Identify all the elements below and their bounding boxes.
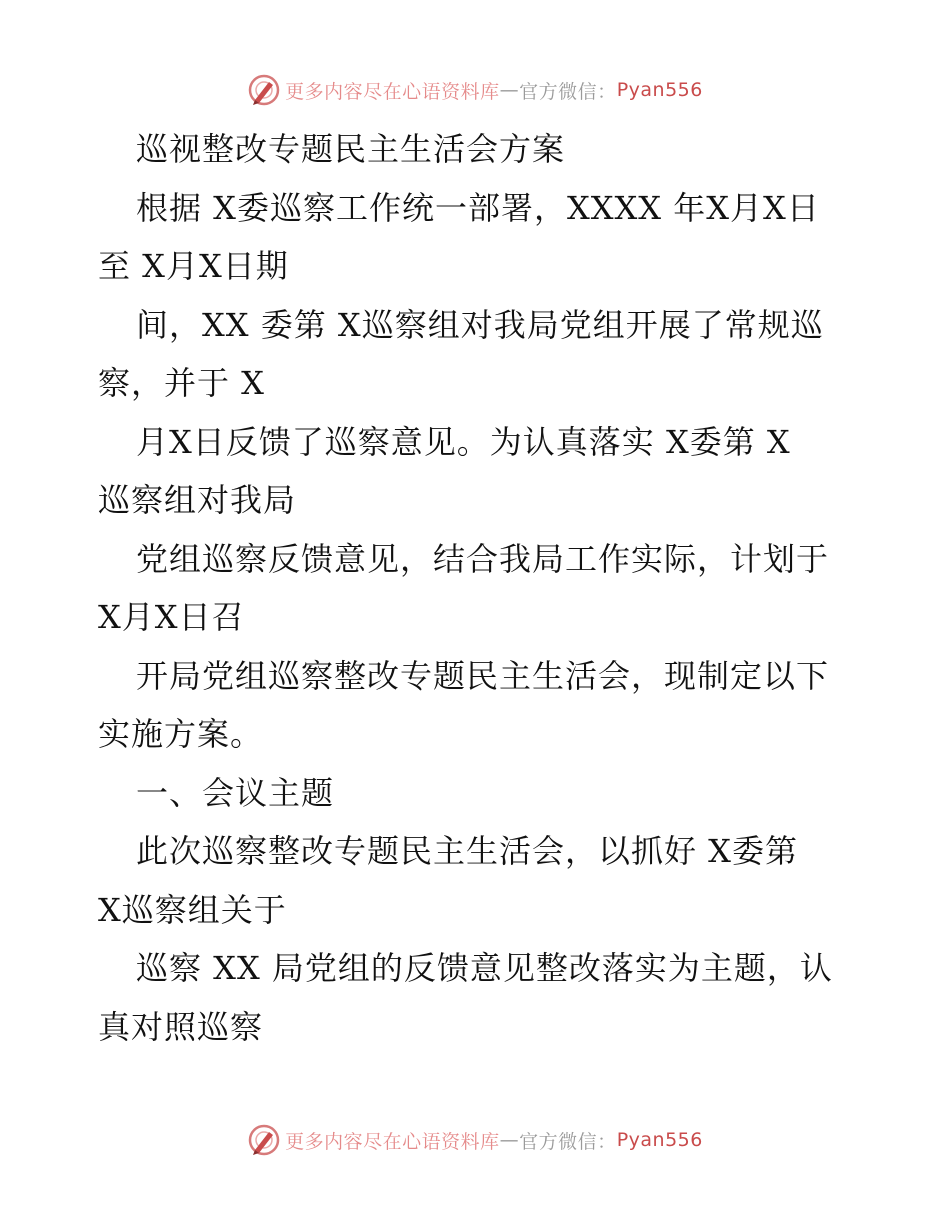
banner-main-text: 更多内容尽在心语资料库 xyxy=(285,1130,500,1153)
banner-main-text: 更多内容尽在心语资料库 xyxy=(285,80,500,103)
header-watermark xyxy=(0,70,950,110)
banner-separator: — xyxy=(499,79,520,101)
banner-handle: Pyan556 xyxy=(616,79,703,101)
banner-official-label: 官方微信： xyxy=(519,80,617,103)
body-line: 至 X月X日期 xyxy=(98,247,289,285)
body-line: 此次巡察整改专题民主生活会，以抓好 X委第 xyxy=(136,832,798,870)
body-line: 月X日反馈了巡察意见。为认真落实 X委第 X xyxy=(136,422,791,461)
pen-logo-icon xyxy=(247,73,281,107)
body-line: 察，并于 X xyxy=(98,364,265,402)
body-line: 巡察 XX 局党组的反馈意见整改落实为主题，认 xyxy=(136,949,833,987)
banner-official-label: 官方微信： xyxy=(519,1130,617,1153)
document-body xyxy=(98,120,858,1056)
body-line: 真对照巡察 xyxy=(98,1007,264,1046)
body-line: X巡察组关于 xyxy=(98,890,287,929)
body-line: X月X日召 xyxy=(98,598,245,636)
banner-handle: Pyan556 xyxy=(616,1129,703,1151)
body-line: 间，XX 委第 X巡察组对我局党组开展了常规巡 xyxy=(136,305,824,344)
section-heading: 一、会议主题 xyxy=(136,773,335,812)
body-line: 巡察组对我局 xyxy=(98,481,297,519)
body-line: 开局党组巡察整改专题民主生活会，现制定以下 xyxy=(136,656,830,695)
document-title: 巡视整改专题民主生活会方案 xyxy=(136,130,566,168)
body-line: 实施方案。 xyxy=(98,715,264,753)
footer-watermark xyxy=(0,1120,950,1160)
body-line: 党组巡察反馈意见，结合我局工作实际，计划于 xyxy=(136,539,830,578)
banner-separator: — xyxy=(499,1129,520,1151)
pen-logo-icon xyxy=(247,1123,281,1157)
body-line: 根据 X委巡察工作统一部署，XXXX 年X月X日 xyxy=(136,188,820,227)
